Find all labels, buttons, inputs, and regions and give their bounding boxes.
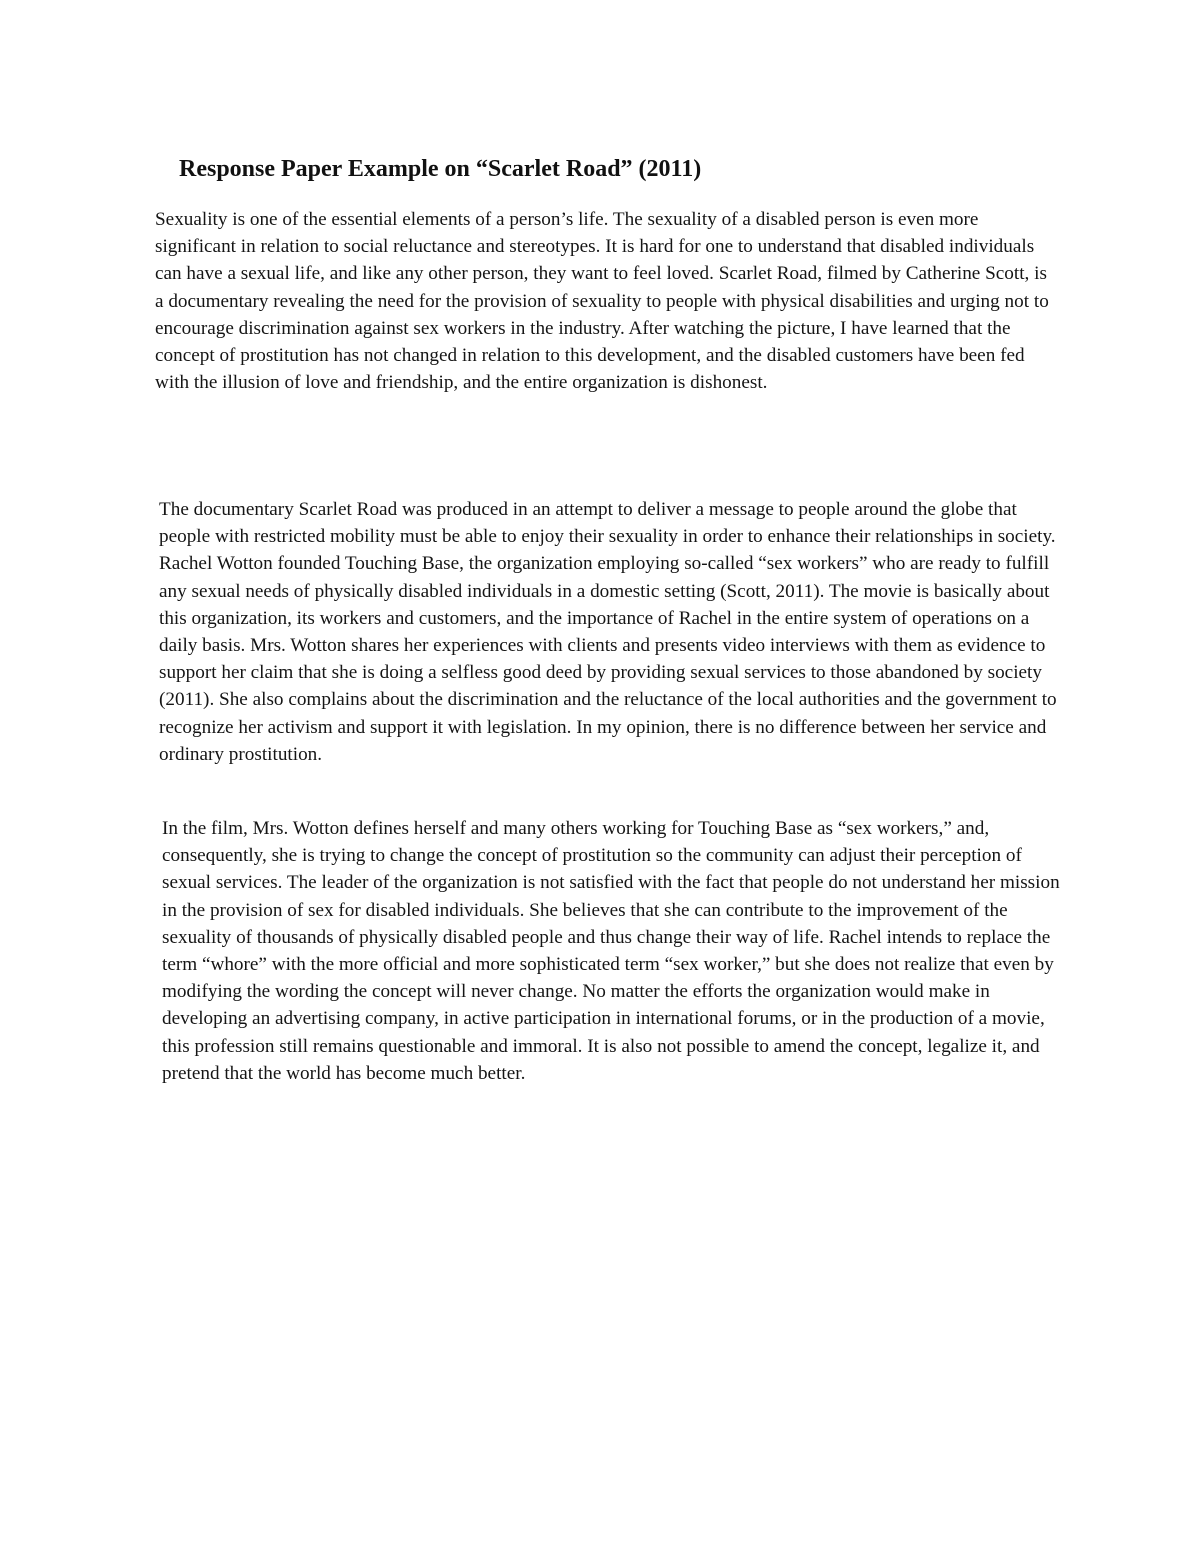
paragraph-analysis: In the film, Mrs. Wotton defines herself and many others working for Touching Base as “sex workers,” and, consequently, she is trying to change the concept of prostitution so the community can adjust their perception of sexual services. The leader of the organization is not satisfied with the fact that people do not understand her mission in the provision of sex for disabled individuals. She believes that she can contribute to the improvement of the sexuality of thousands of physically disabled people and thus change their way of life. Rachel intends to replace the term “whore” with the more official and more sophisticated term “sex worker,” but she does not realize that even by modifying the wording the concept will never change. No matter the efforts the organization would make in developing an advertising company, in active participation in international forums, or in the production of a movie, this profession still remains questionable and immoral. It is also not possible to amend the concept, legalize it, and pretend that the world has become much better. [162, 818, 1060, 1084]
paragraph-intro: Sexuality is one of the essential elements of a person’s life. The sexuality of a disabled person is even more significant in relation to social reluctance and stereotypes. It is hard for one to understand that disabled individuals can have a sexual life, and like any other person, they want to feel loved. Scarlet Road, filmed by Catherine Scott, is a documentary revealing the need for the provision of sexuality to people with physical disabilities and urging not to encourage discrimination against sex workers in the industry. After watching the picture, I have learned that the concept of prostitution has not changed in relation to this development, and the disabled customers have been fed with the illusion of love and friendship, and the entire organization is dishonest. [155, 209, 1049, 394]
document-title: Response Paper Example on “Scarlet Road” (2011) [179, 156, 702, 182]
paragraph-summary: The documentary Scarlet Road was produced in an attempt to deliver a message to people around the globe that people with restricted mobility must be able to enjoy their sexuality in order to enhance their relationships in society. Rachel Wotton founded Touching Base, the organization employing so-called “sex workers” who are ready to fulfill any sexual needs of physically disabled individuals in a domestic setting (Scott, 2011). The movie is basically about this organization, its workers and customers, and the importance of Rachel in the entire system of operations on a daily basis. Mrs. Wotton shares her experiences with clients and presents video interviews with them as evidence to support her claim that she is doing a selfless good deed by providing sexual services to those abandoned by society (2011). She also complains about the discrimination and the reluctance of the local authorities and the government to recognize her activism and support it with legislation. In my opinion, there is no difference between her service and ordinary prostitution. [159, 499, 1057, 765]
